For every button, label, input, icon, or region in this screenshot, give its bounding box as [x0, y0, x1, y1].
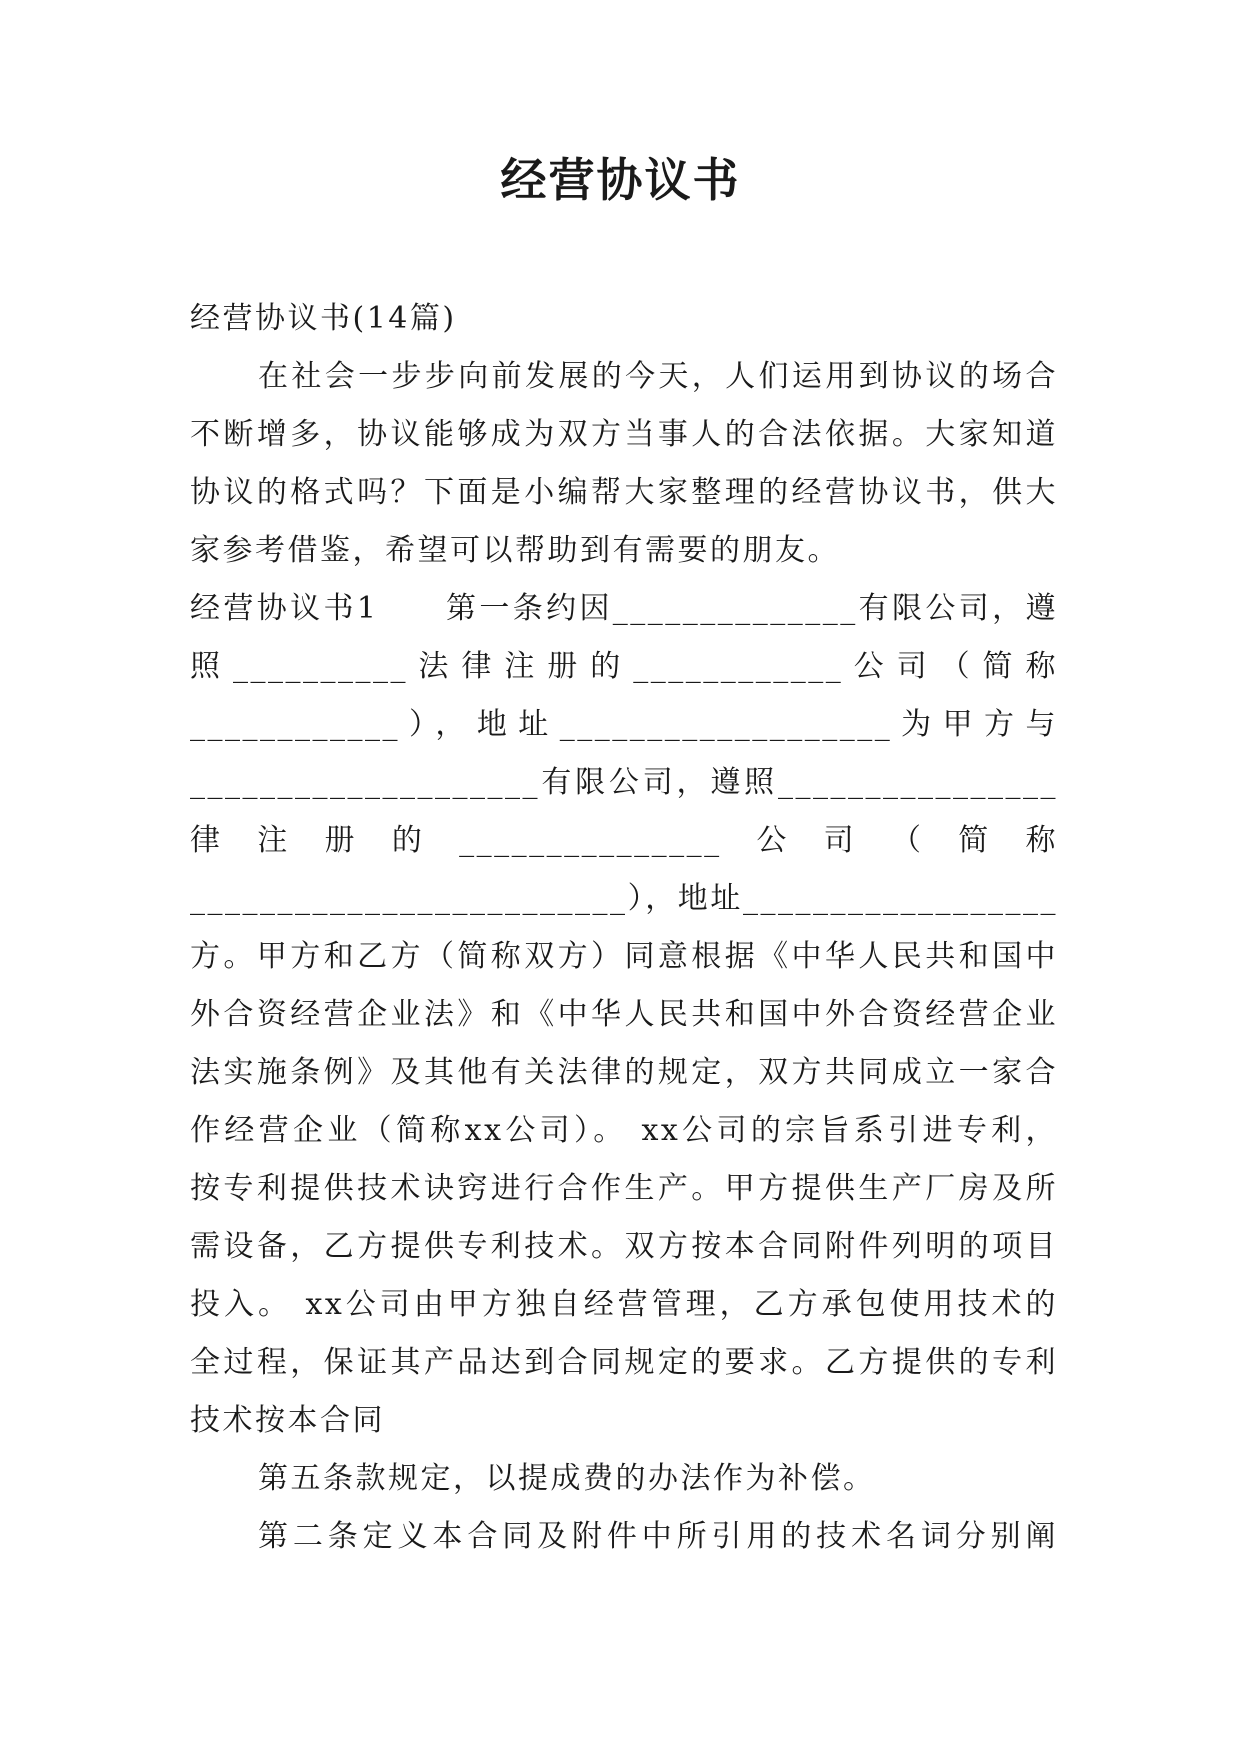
- paragraph-line: 需设备，乙方提供专利技术。双方按本合同附件列明的项目: [190, 1229, 1058, 1264]
- document-title: 经营协议书: [500, 153, 741, 207]
- paragraph-line: ____________________有限公司，遵照________________: [190, 765, 1058, 800]
- paragraph-line: 律注册的_______________公司（简称: [190, 823, 1058, 858]
- paragraph-line: 技术按本合同: [190, 1403, 385, 1438]
- paragraph-line: 第二条定义本合同及附件中所引用的技术名词分别阐: [258, 1519, 1058, 1554]
- paragraph-line: 协议的格式吗？下面是小编帮大家整理的经营协议书，供大: [190, 475, 1058, 510]
- paragraph-line: 经营协议书1 第一条约因______________有限公司，遵: [190, 591, 1058, 626]
- paragraph-line: 照__________法律注册的____________公司（简称: [190, 649, 1058, 684]
- paragraph-line: 不断增多，协议能够成为双方当事人的合法依据。大家知道: [190, 417, 1058, 452]
- paragraph-line: 投入。 xx公司由甲方独自经营管理，乙方承包使用技术的: [190, 1287, 1058, 1322]
- paragraph-line: 方。甲方和乙方（简称双方）同意根据《中华人民共和国中: [190, 939, 1058, 974]
- paragraph-line: 第五条款规定，以提成费的办法作为补偿。: [258, 1461, 876, 1496]
- document-body: [190, 290, 1058, 1566]
- paragraph-line: _________________________），地址__________________: [190, 881, 1058, 916]
- subtitle-line: 经营协议书(14篇): [190, 301, 457, 336]
- paragraph-line: 家参考借鉴，希望可以帮助到有需要的朋友。: [190, 533, 840, 568]
- paragraph-line: 外合资经营企业法》和《中华人民共和国中外合资经营企业: [190, 997, 1058, 1032]
- paragraph-line: 在社会一步步向前发展的今天，人们运用到协议的场合: [258, 359, 1058, 394]
- paragraph-line: 作经营企业（简称xx公司）。 xx公司的宗旨系引进专利，: [190, 1113, 1058, 1148]
- paragraph-line: 法实施条例》及其他有关法律的规定，双方共同成立一家合: [190, 1055, 1058, 1090]
- paragraph-line: 全过程，保证其产品达到合同规定的要求。乙方提供的专利: [190, 1345, 1058, 1380]
- paragraph-line: 按专利提供技术诀窍进行合作生产。甲方提供生产厂房及所: [190, 1171, 1058, 1206]
- paragraph-line: ____________），地址___________________为甲方与: [190, 707, 1058, 742]
